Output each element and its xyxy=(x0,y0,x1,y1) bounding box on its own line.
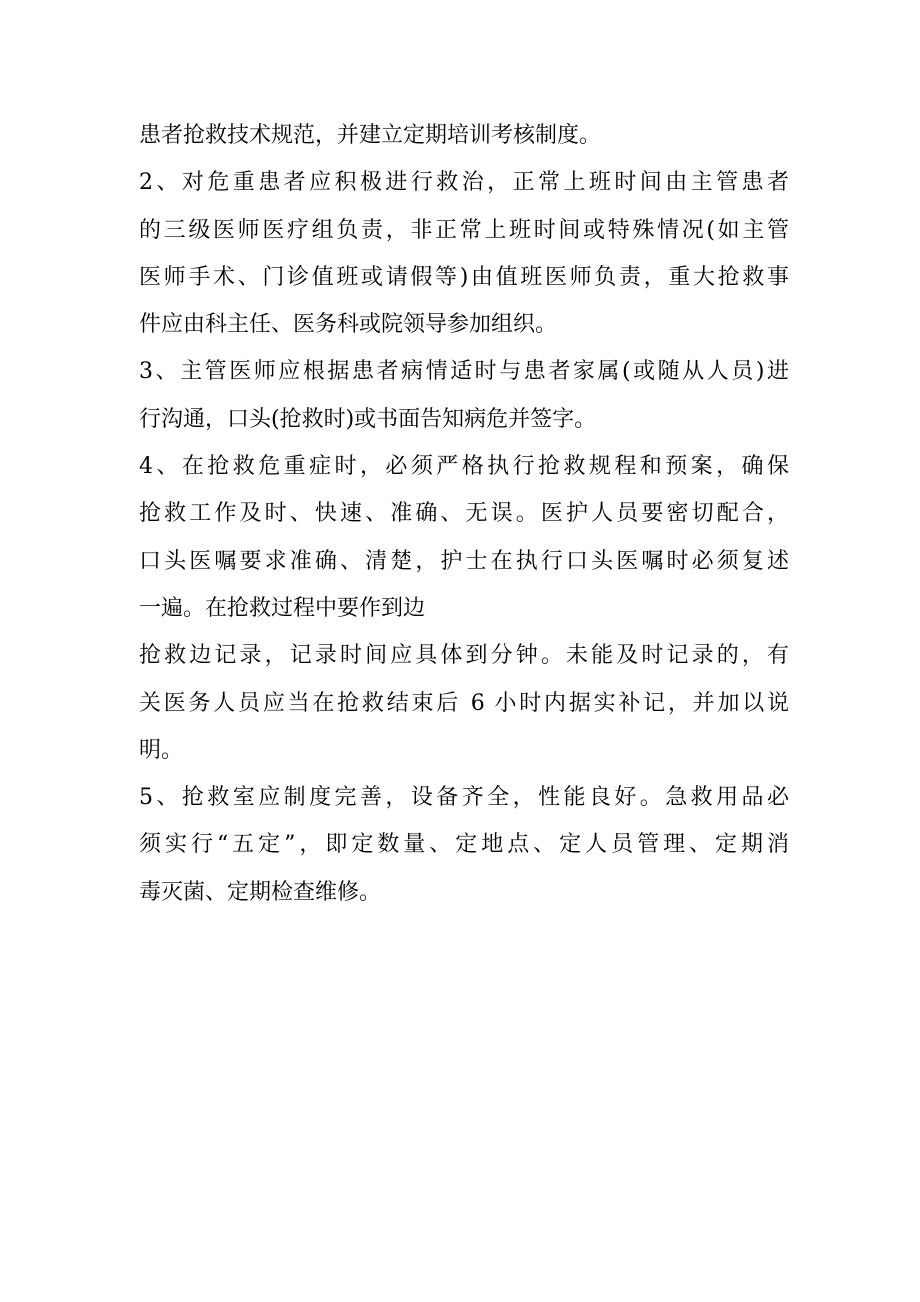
text-line: 关医务人员应当在抢救结束后 6 小时内据实补记，并加以说 xyxy=(139,690,789,716)
text-line: 口头医嘱要求准确、清楚，护士在执行口头医嘱时必须复述 xyxy=(139,548,789,574)
text-line: 抢救工作及时、快速、准确、无误。医护人员要密切配合， xyxy=(139,501,789,527)
text-line: 件应由科主任、医务科或院领导参加组织。 xyxy=(139,312,558,338)
text-line: 2、对危重患者应积极进行救治，正常上班时间由主管患者 xyxy=(139,170,789,196)
text-line: 行沟通，口头(抢救时)或书面告知病危并签字。 xyxy=(139,406,597,432)
text-line: 患者抢救技术规范，并建立定期培训考核制度。 xyxy=(139,123,602,148)
text-line: 一遍。在抢救过程中要作到边 xyxy=(139,595,426,621)
body-text xyxy=(139,112,789,916)
text-line: 5、抢救室应制度完善，设备齐全，性能良好。急救用品必 xyxy=(139,785,789,811)
text-line: 抢救边记录，记录时间应具体到分钟。未能及时记录的，有 xyxy=(139,643,789,669)
text-line: 的三级医师医疗组负责，非正常上班时间或特殊情况(如主管 xyxy=(139,217,789,243)
text-line: 明。 xyxy=(139,737,184,763)
text-line: 毒灭菌、定期检查维修。 xyxy=(139,879,382,905)
text-line: 医师手术、门诊值班或请假等)由值班医师负责，重大抢救事 xyxy=(139,264,789,290)
text-line: 须实行“五定”，即定数量、定地点、定人员管理、定期消 xyxy=(139,832,789,858)
text-line: 4、在抢救危重症时，必须严格执行抢救规程和预案，确保 xyxy=(139,454,789,480)
text-line: 3、主管医师应根据患者病情适时与患者家属(或随从人员)进 xyxy=(139,359,789,385)
